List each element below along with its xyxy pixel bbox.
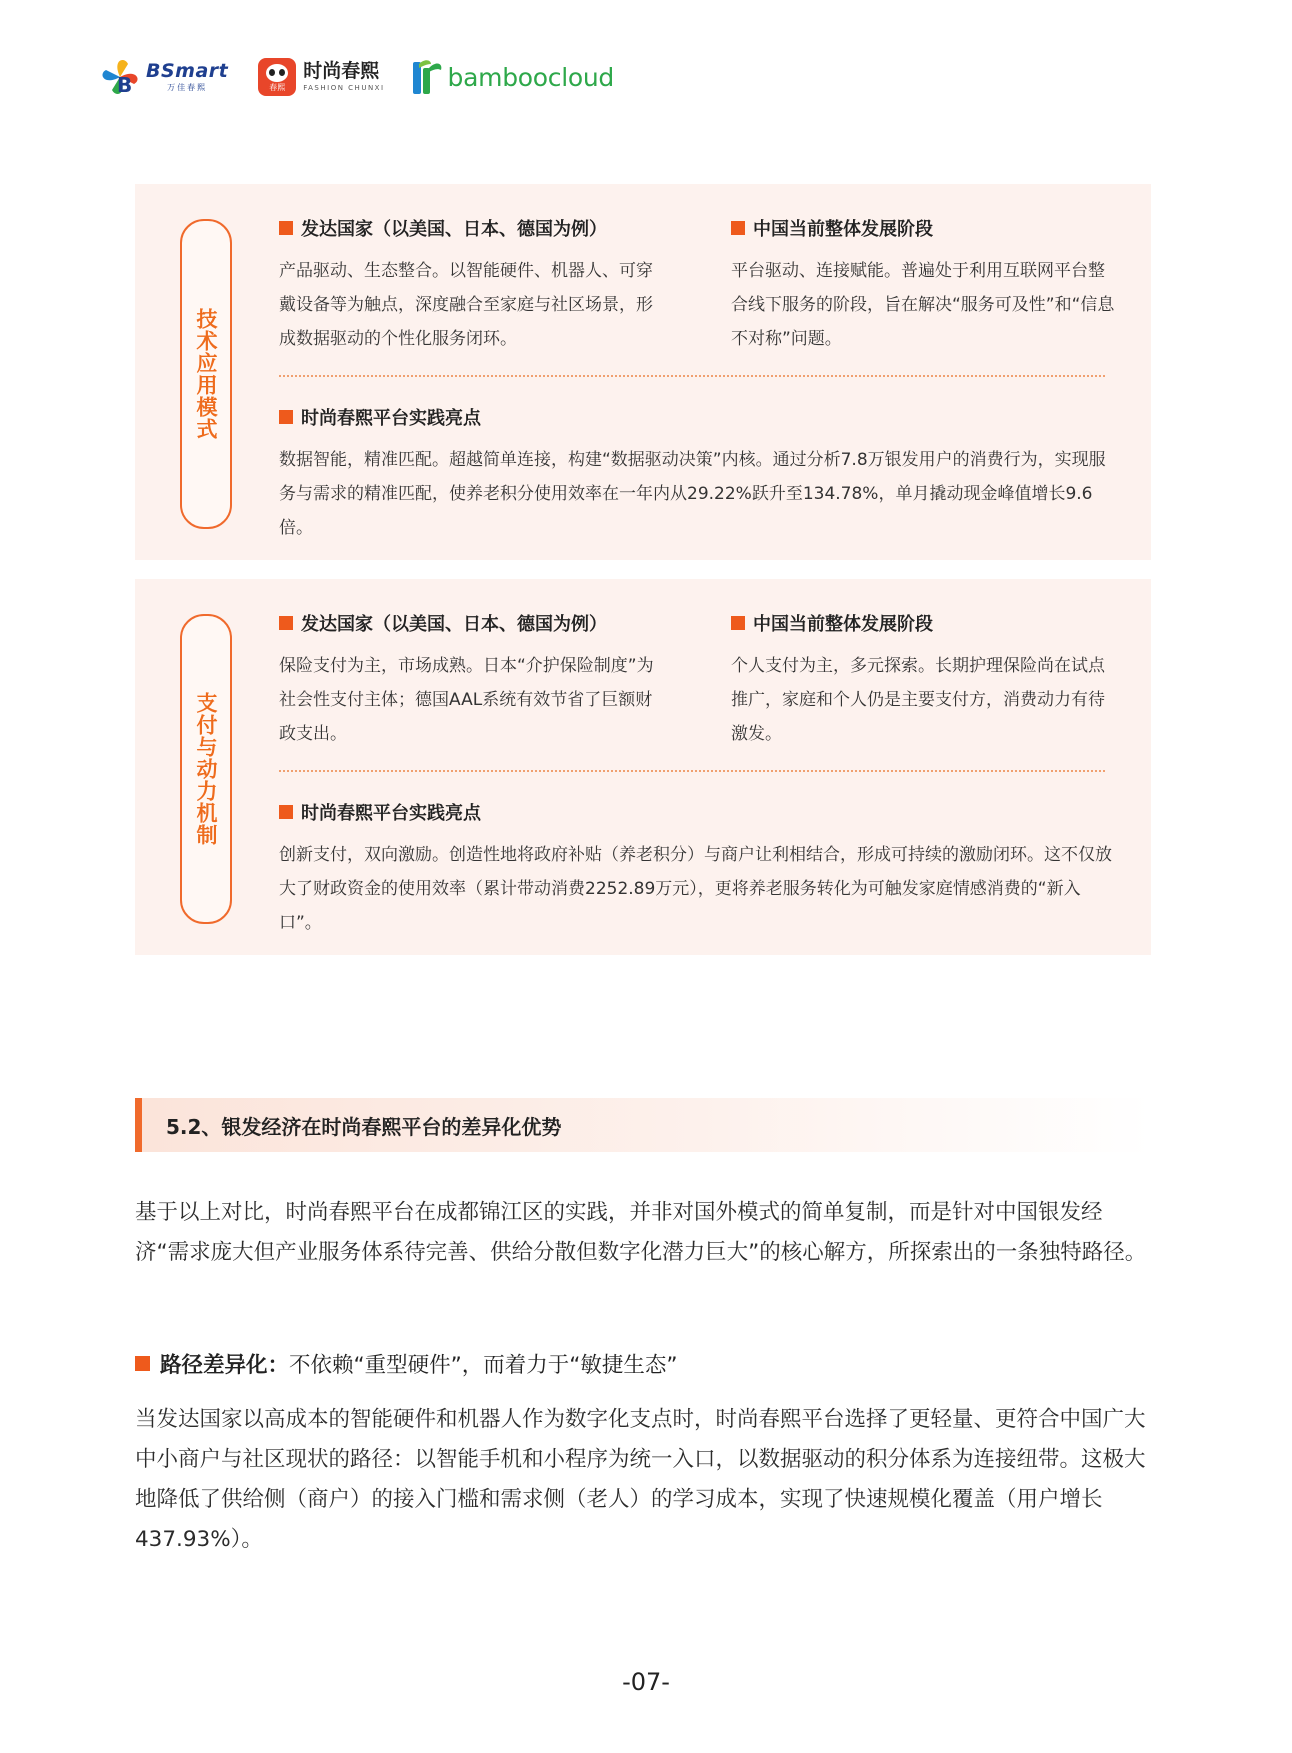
text-china-stage: 个人支付为主，多元探索。长期护理保险尚在试点推广，家庭和个人仍是主要支付方，消费动力有待激发。 <box>731 656 1105 744</box>
section-title: 5.2、银发经济在时尚春熙平台的差异化优势 <box>135 1098 1151 1152</box>
panda-badge-text: 春熙 <box>269 83 286 92</box>
bsmart-logo-text: BSmart <box>146 60 229 82</box>
bamboo-icon <box>409 58 445 96</box>
svg-text:B: B <box>117 73 133 97</box>
panda-icon <box>258 58 296 96</box>
chunxi-logo-subtext: FASHION CHUNXI <box>303 84 385 92</box>
square-bullet-icon <box>279 805 293 819</box>
text-platform-highlights: 数据智能，精准匹配。超越简单连接，构建“数据驱动决策”内核。通过分析7.8万银发用户的消费行为，实现服务与需求的精准匹配，使养老积分使用效率在一年内从29.22%跃升至134.78%，单月撬动现金峰值增长9.6倍。 <box>279 450 1106 538</box>
square-bullet-icon <box>731 616 745 630</box>
chunxi-logo <box>258 58 384 96</box>
bamboocloud-logo <box>409 58 614 96</box>
bamboocloud-logo-text: bamboocloud <box>447 62 614 92</box>
subheading-bold: 路径差异化： <box>160 1353 290 1378</box>
heading-platform-highlights: 时尚春熙平台实践亮点 <box>279 799 481 825</box>
subheading-path-difference <box>135 1348 678 1379</box>
chunxi-logo-text: 时尚春熙 <box>303 60 380 82</box>
square-bullet-icon <box>279 616 293 630</box>
dotted-divider <box>279 375 1105 377</box>
bsmart-logo-subtext: 万佳春熙 <box>167 83 208 92</box>
square-bullet-icon <box>135 1356 150 1371</box>
comparison-box-tech <box>135 184 1151 560</box>
pinwheel-icon <box>98 56 142 98</box>
comparison-box-payment <box>135 579 1151 955</box>
bsmart-logo <box>98 56 228 98</box>
subheading-rest: 不依赖“重型硬件”，而着力于“敏捷生态” <box>289 1353 678 1378</box>
page-number: -07- <box>622 1668 670 1696</box>
category-label-tech: 技术应用模式 <box>180 219 232 529</box>
text-developed-countries: 产品驱动、生态整合。以智能硬件、机器人、可穿戴设备等为触点，深度融合至家庭与社区场景，形成数据驱动的个性化服务闭环。 <box>279 261 653 349</box>
square-bullet-icon <box>731 221 745 235</box>
square-bullet-icon <box>279 221 293 235</box>
header-logos <box>98 52 614 102</box>
heading-developed-countries: 发达国家（以美国、日本、德国为例） <box>279 610 607 636</box>
text-china-stage: 平台驱动、连接赋能。普遍处于利用互联网平台整合线下服务的阶段，旨在解决“服务可及性”和“信息不对称”问题。 <box>731 261 1115 349</box>
heading-platform-highlights: 时尚春熙平台实践亮点 <box>279 404 481 430</box>
square-bullet-icon <box>279 410 293 424</box>
text-platform-highlights: 创新支付，双向激励。创造性地将政府补贴（养老积分）与商户让利相结合，形成可持续的激励闭环。这不仅放大了财政资金的使用效率（累计带动消费2252.89万元），更将养老服务转化为可触发家庭情感消费的“新入口”。 <box>279 845 1112 933</box>
heading-developed-countries: 发达国家（以美国、日本、德国为例） <box>279 215 607 241</box>
dotted-divider <box>279 770 1105 772</box>
category-label-payment: 支付与动力机制 <box>180 614 232 924</box>
heading-china-stage: 中国当前整体发展阶段 <box>731 610 933 636</box>
intro-paragraph: 基于以上对比，时尚春熙平台在成都锦江区的实践，并非对国外模式的简单复制，而是针对中国银发经济“需求庞大但产业服务体系待完善、供给分散但数字化潜力巨大”的核心解方，所探索出的一条独特路径。 <box>135 1200 1147 1265</box>
text-developed-countries: 保险支付为主，市场成熟。日本“介护保险制度”为社会性支付主体；德国AAL系统有效节省了巨额财政支出。 <box>279 656 654 744</box>
heading-china-stage: 中国当前整体发展阶段 <box>731 215 933 241</box>
body-paragraph: 当发达国家以高成本的智能硬件和机器人作为数字化支点时，时尚春熙平台选择了更轻量、更符合中国广大中小商户与社区现状的路径：以智能手机和小程序为统一入口，以数据驱动的积分体系为连接纽带。这极大地降低了供给侧（商户）的接入门槛和需求侧（老人）的学习成本，实现了快速规模化覆盖（用户增长437.93%）。 <box>135 1407 1146 1552</box>
